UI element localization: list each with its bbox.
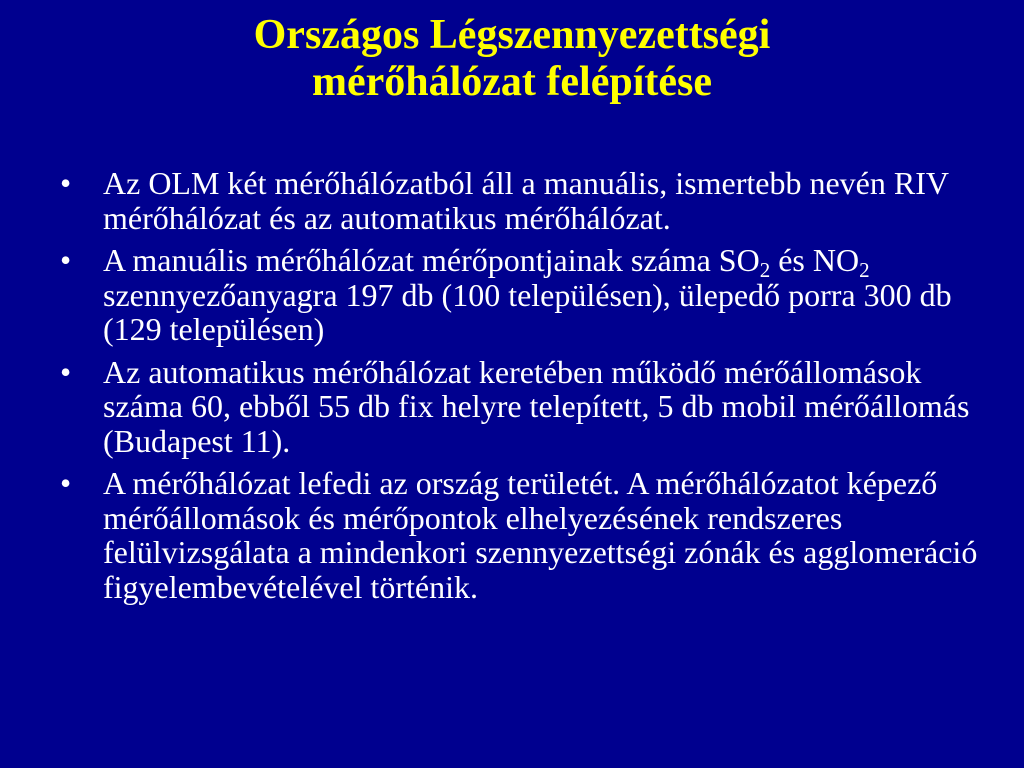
slide-title: [0, 12, 1024, 106]
bullet-item-2: [60, 243, 980, 347]
bullet-item-1: [60, 166, 980, 235]
bullet-marker: •: [60, 353, 72, 390]
title-line-1: Országos Légszennyezettségi: [253, 12, 771, 58]
subscript: 2: [859, 258, 870, 282]
bullet-list: [60, 166, 980, 612]
bullet-text: A mérőhálózat lefedi az ország területét. A mérőhálózatot képező mérőállomások és mérőpontok elhelyezésének rendszeres felülvizsgálata a mindenkori szennyezettségi zónák és agglomeráció figyelembevételével történik.: [103, 465, 978, 605]
bullet-marker: •: [60, 465, 72, 501]
bullet-item-3: [60, 355, 980, 459]
bullet-text: [103, 242, 952, 347]
bullet-text-part: és NO: [770, 242, 860, 278]
bullet-item-4: [60, 466, 980, 604]
bullet-text-part: A manuális mérőhálózat mérőpontjainak száma SO: [103, 242, 760, 278]
subscript: 2: [759, 258, 771, 282]
bullet-text: Az OLM két mérőhálózatból áll a manuális, ismertebb nevén RIV mérőhálózat és az automatikus mérőhálózat.: [103, 165, 949, 236]
bullet-text-part: szennyezőanyagra 197 db (100 településen), ülepedő porra 300 db (129 településen): [103, 276, 952, 347]
bullet-text: Az automatikus mérőhálózat keretében működő mérőállomások száma 60, ebből 55 db fix helyre telepített, 5 db mobil mérőállomás (Budapest 11).: [103, 353, 970, 459]
bullet-marker: •: [60, 242, 72, 278]
title-line-2: mérőhálózat felépítése: [311, 59, 712, 105]
bullet-marker: •: [60, 165, 72, 201]
